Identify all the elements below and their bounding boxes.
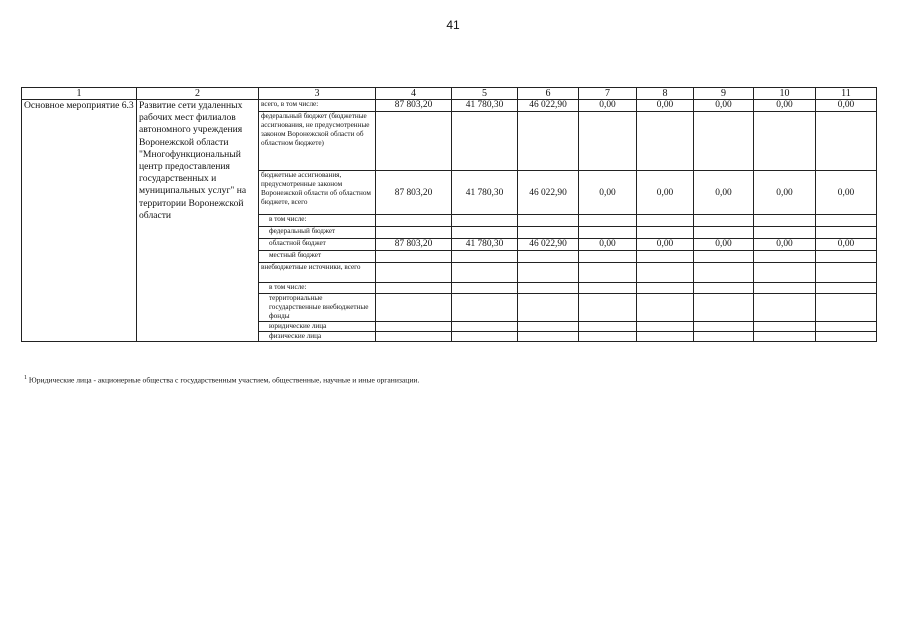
value-cell: 0,00 <box>637 100 694 112</box>
source-label-cell: всего, в том числе: <box>259 100 376 112</box>
value-cell <box>754 215 816 227</box>
value-cell: 41 780,30 <box>452 100 518 112</box>
header-cell: 10 <box>754 88 816 100</box>
source-label-cell: физические лица <box>259 332 376 342</box>
value-cell: 0,00 <box>694 239 754 251</box>
value-cell <box>452 251 518 263</box>
header-row <box>22 88 877 100</box>
value-cell <box>579 332 637 342</box>
header-cell: 4 <box>376 88 452 100</box>
footnote-mark: 1 <box>24 375 27 381</box>
value-cell: 46 022,90 <box>518 239 579 251</box>
value-cell <box>376 322 452 332</box>
value-cell <box>579 263 637 283</box>
value-cell <box>518 283 579 294</box>
header-cell: 7 <box>579 88 637 100</box>
source-label-cell: бюджетные ассигнования, предусмотренные законом Воронежской области об областном бюджете, всего <box>259 171 376 215</box>
value-cell: 46 022,90 <box>518 100 579 112</box>
value-cell <box>376 294 452 322</box>
header-cell: 8 <box>637 88 694 100</box>
value-cell <box>376 263 452 283</box>
value-cell: 46 022,90 <box>518 171 579 215</box>
header-cell: 11 <box>816 88 877 100</box>
header-cell: 9 <box>694 88 754 100</box>
value-cell <box>754 294 816 322</box>
value-cell <box>694 263 754 283</box>
value-cell <box>452 227 518 239</box>
source-label-cell: в том числе: <box>259 215 376 227</box>
value-cell <box>518 112 579 171</box>
footnote-text: Юридические лица - акционерные общества с государственным участием, общественные, научные и иные организации. <box>28 375 420 385</box>
value-cell <box>579 294 637 322</box>
value-cell: 0,00 <box>637 171 694 215</box>
value-cell <box>754 332 816 342</box>
value-cell: 0,00 <box>816 239 877 251</box>
source-label-cell: в том числе: <box>259 283 376 294</box>
value-cell <box>579 227 637 239</box>
header-cell: 3 <box>259 88 376 100</box>
value-cell <box>754 263 816 283</box>
value-cell: 87 803,20 <box>376 239 452 251</box>
value-cell: 0,00 <box>816 171 877 215</box>
value-cell: 0,00 <box>816 100 877 112</box>
value-cell <box>376 251 452 263</box>
value-cell: 0,00 <box>694 100 754 112</box>
value-cell <box>637 112 694 171</box>
value-cell: 0,00 <box>579 100 637 112</box>
value-cell: 87 803,20 <box>376 171 452 215</box>
value-cell <box>816 227 877 239</box>
page-number: 41 <box>446 18 460 32</box>
value-cell <box>452 283 518 294</box>
value-cell <box>452 263 518 283</box>
value-cell <box>452 332 518 342</box>
value-cell: 41 780,30 <box>452 239 518 251</box>
source-label-cell: областной бюджет <box>259 239 376 251</box>
source-label-cell: федеральный бюджет <box>259 227 376 239</box>
value-cell <box>518 263 579 283</box>
value-cell <box>694 332 754 342</box>
header-cell: 6 <box>518 88 579 100</box>
value-cell <box>637 263 694 283</box>
source-label-cell: юридические лица <box>259 322 376 332</box>
value-cell <box>816 215 877 227</box>
source-label-cell: федеральный бюджет (бюджетные ассигнования, не предусмотренные законом Воронежской области об областном бюджете) <box>259 112 376 171</box>
value-cell <box>694 227 754 239</box>
value-cell <box>579 112 637 171</box>
value-cell <box>376 112 452 171</box>
value-cell <box>637 322 694 332</box>
value-cell <box>579 322 637 332</box>
value-cell <box>816 332 877 342</box>
value-cell <box>376 227 452 239</box>
value-cell <box>694 322 754 332</box>
value-cell: 41 780,30 <box>452 171 518 215</box>
header-cell: 5 <box>452 88 518 100</box>
value-cell <box>452 215 518 227</box>
value-cell: 0,00 <box>754 100 816 112</box>
header-cell: 1 <box>22 88 137 100</box>
value-cell <box>694 215 754 227</box>
value-cell: 0,00 <box>754 239 816 251</box>
value-cell <box>518 227 579 239</box>
value-cell <box>376 332 452 342</box>
value-cell <box>518 322 579 332</box>
value-cell <box>518 332 579 342</box>
value-cell <box>637 215 694 227</box>
value-cell <box>816 251 877 263</box>
value-cell <box>637 283 694 294</box>
source-label-cell: внебюджетные источники, всего <box>259 263 376 283</box>
value-cell <box>579 215 637 227</box>
value-cell <box>694 283 754 294</box>
value-cell <box>637 251 694 263</box>
value-cell <box>816 294 877 322</box>
value-cell <box>518 294 579 322</box>
source-label-cell: местный бюджет <box>259 251 376 263</box>
value-cell <box>452 294 518 322</box>
value-cell <box>376 215 452 227</box>
value-cell: 0,00 <box>694 171 754 215</box>
value-cell <box>452 322 518 332</box>
footnote <box>24 375 419 385</box>
value-cell <box>754 283 816 294</box>
value-cell <box>579 251 637 263</box>
value-cell <box>816 283 877 294</box>
value-cell <box>637 294 694 322</box>
value-cell <box>637 227 694 239</box>
value-cell <box>754 112 816 171</box>
value-cell: 0,00 <box>579 239 637 251</box>
value-cell <box>816 263 877 283</box>
value-cell <box>518 251 579 263</box>
value-cell: 87 803,20 <box>376 100 452 112</box>
value-cell <box>754 322 816 332</box>
value-cell <box>816 112 877 171</box>
value-cell <box>518 215 579 227</box>
value-cell: 0,00 <box>754 171 816 215</box>
value-cell <box>452 112 518 171</box>
value-cell <box>754 251 816 263</box>
table-row <box>22 100 877 112</box>
value-cell <box>754 227 816 239</box>
header-cell: 2 <box>137 88 259 100</box>
value-cell <box>579 283 637 294</box>
value-cell <box>376 283 452 294</box>
activity-cell: Основное мероприятие 6.3 <box>22 100 137 342</box>
value-cell: 0,00 <box>637 239 694 251</box>
value-cell <box>637 332 694 342</box>
value-cell <box>816 322 877 332</box>
value-cell <box>694 294 754 322</box>
value-cell <box>694 112 754 171</box>
source-label-cell: территориальные государственные внебюджетные фонды <box>259 294 376 322</box>
value-cell: 0,00 <box>579 171 637 215</box>
budget-table <box>21 87 877 342</box>
description-cell: Развитие сети удаленных рабочих мест филиалов автономного учреждения Воронежской области "Многофункциональный центр предоставления государственных и муниципальных услуг" на территории Воронежской области <box>137 100 259 342</box>
value-cell <box>694 251 754 263</box>
